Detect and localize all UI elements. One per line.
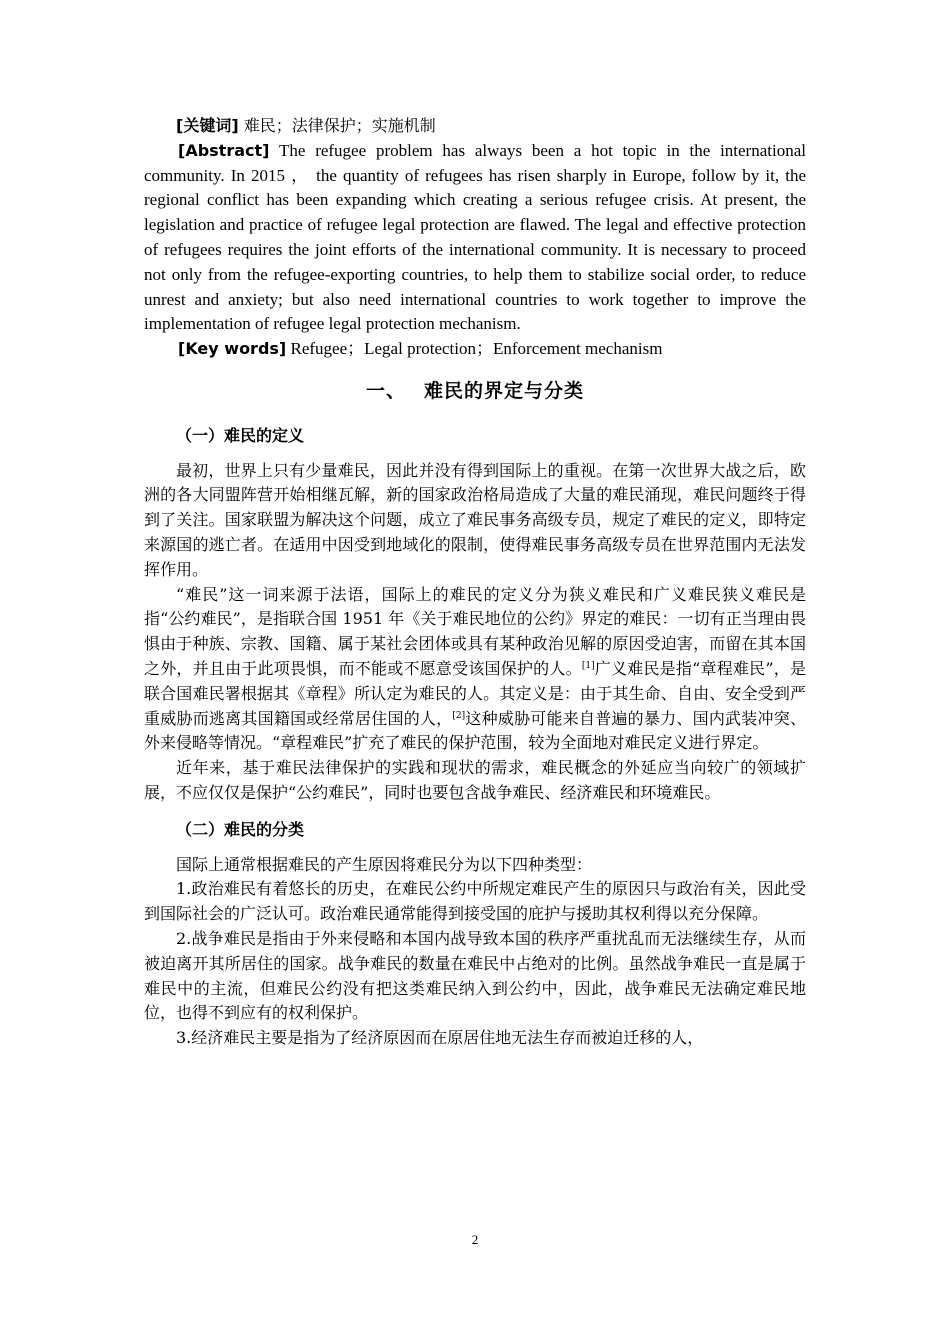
keywords-en-label: [Key words] <box>178 339 287 359</box>
list-item: 2.战争难民是指由于外来侵略和本国内战导致本国的秩序严重扰乱而无法继续生存，从而被迫离开其所居住的国家。战争难民的数量在难民中占绝对的比例。虽然战争难民一直是属于难民中的主流，但难民公约没有把这类难民纳入到公约中，因此，战争难民无法确定难民地位，也得不到应有的权利保护。 <box>144 928 806 1023</box>
chapter-heading <box>144 379 806 404</box>
paragraph-definition-1: 最初，世界上只有少量难民，因此并没有得到国际上的重视。在第一次世界大战之后，欧洲的各大同盟阵营开始相继瓦解，新的国家政治格局造成了大量的难民涌现，难民问题终于得到了关注。国家联盟为解决这个问题，成立了难民事务高级专员，规定了难民的定义，即特定来源国的逃亡者。在适用中因受到地域化的限制，使得难民事务高级专员在世界范围内无法发挥作用。 <box>144 460 806 579</box>
list-item: 3.经济难民主要是指为了经济原因而在原居住地无法生存而被迫迁移的人， <box>176 1028 704 1048</box>
keywords-en-paragraph <box>144 337 806 362</box>
section-heading-classification: （二）难民的分类 <box>176 819 305 839</box>
section-heading-definition: （一）难民的定义 <box>176 425 305 445</box>
chapter-title: 难民的界定与分类 <box>424 379 585 402</box>
page-body <box>144 114 806 1051</box>
list-item: 1.政治难民有着悠长的历史，在难民公约中所规定难民产生的原因只与政治有关，因此受到国际社会的广泛认可。政治难民通常能得到接受国的庇护与援助其权利得以充分保障。 <box>144 879 806 924</box>
paragraph-definition-2-part-b: 广义难民是指“章程难民”，是联合国难民署根据其《章程》所认定为难民的人。其定义是：由于其生命、自由、安全受到严重威胁而逃离其国籍国或经常居住国的人， <box>144 658 806 728</box>
chapter-number: 一、 <box>365 379 406 402</box>
keywords-en-text: Refugee；Legal protection；Enforcement mechanism <box>290 339 663 359</box>
abstract-label: [Abstract] <box>178 140 270 160</box>
paragraph-definition-2-part-a: “难民”这一词来源于法语，国际上的难民的定义分为狭义难民和广义难民狭义难民是指“公约难民”，是指联合国 1951 年《关于难民地位的公约》界定的难民：一切有正当理由畏惧由于种族、宗教、国籍、属于某社会团体或具有某种政治见解的原因受迫害，而留在其本国之外，并且由于此项畏惧，而不能或不愿意受该国保护的人。 <box>144 584 806 678</box>
abstract-paragraph <box>144 139 806 337</box>
paragraph-classification-intro: 国际上通常根据难民的产生原因将难民分为以下四种类型： <box>176 854 593 874</box>
abstract-text: The refugee problem has always been a hot topic in the international community. In 2015 ， the quantity of refugees has risen sharply in Europe, follow by it, the regional conflict has been expanding which creating a serious refugee crisis. At present, the legislation and practice of refugee legal protection are flawed. The legal and effective protection of refugees requires the joint efforts of the international community. It is necessary to proceed not only from the refugee-exporting countries, to help them to stabilize social order, to reduce unrest and anxiety; but also need international countries to work together to improve the implementation of refugee legal protection mechanism. <box>144 140 806 334</box>
paragraph-definition-3: 近年来，基于难民法律保护的实践和现状的需求，难民概念的外延应当向较广的领域扩展，不应仅仅是保护“公约难民”，同时也要包含战争难民、经济难民和环境难民。 <box>144 758 806 802</box>
paragraph-definition-2 <box>144 583 806 757</box>
keywords-cn-label: [关键词] <box>176 116 239 135</box>
keywords-cn-paragraph <box>144 114 806 139</box>
footnote-ref-2[interactable]: [2] <box>452 710 466 721</box>
paragraph-definition-2-part-c: 这种威胁可能来自普遍的暴力、国内武装冲突、外来侵略等情况。“章程难民”扩充了难民的保护范围，较为全面地对难民定义进行界定。 <box>144 708 806 753</box>
page-number: 2 <box>471 1232 479 1247</box>
keywords-cn-text: 难民；法律保护；实施机制 <box>243 116 436 135</box>
footnote-ref-1[interactable]: [1] <box>581 660 595 671</box>
